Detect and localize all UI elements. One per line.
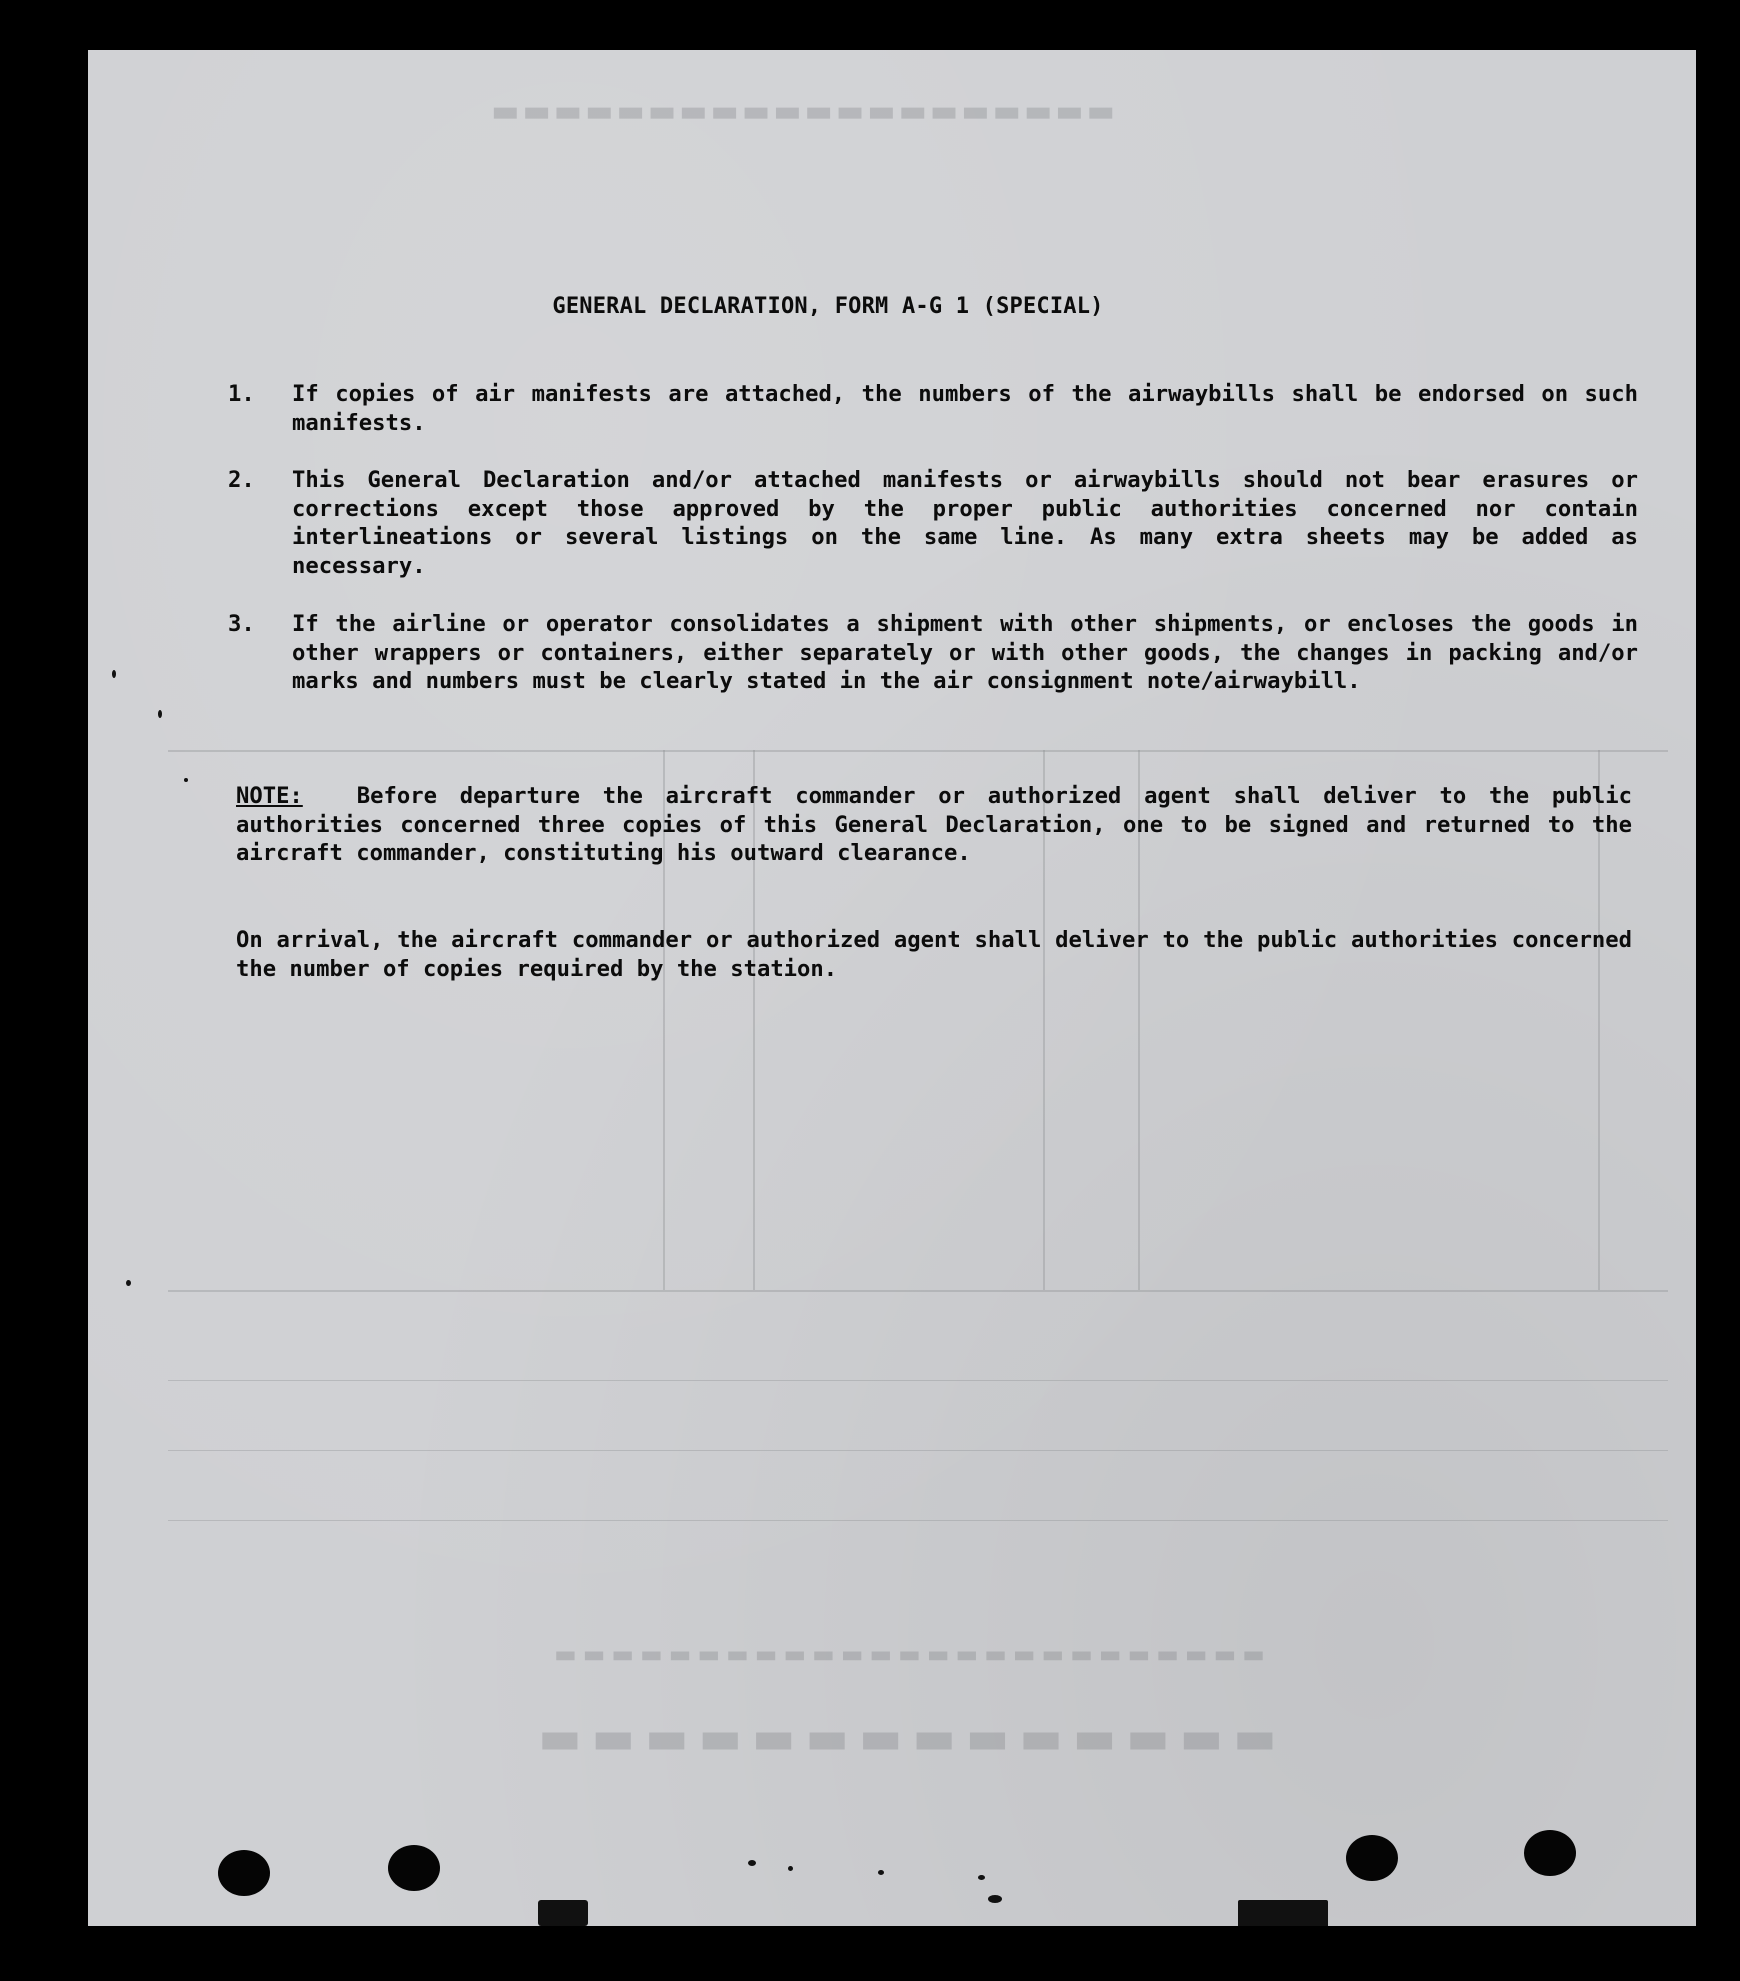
instruction-number: 3. [228,611,255,637]
instruction-item-1 [228,380,1638,437]
instruction-text: If the airline or operator consolidates a shipment with other shipments, or encloses the goods in other wrappers or containers, either separately or with other goods, the changes in packing and/or marks and numbers must be clearly stated in the air consignment note/airwaybill. [292,611,1638,694]
punch-hole [1346,1835,1398,1881]
punch-hole [1524,1830,1576,1876]
document-page [88,50,1696,1926]
arrival-paragraph [236,926,1632,983]
document-content [88,50,1696,1926]
note-text: Before departure the aircraft commander or authorized agent shall deliver to the public authorities concerned three copies of this General Declaration, one to be signed and returned to the aircraft commander, constituting his outward clearance. [236,783,1632,866]
torn-edge [538,1900,588,1926]
ink-speck [878,1870,884,1875]
ink-speck [112,670,116,678]
torn-edge [1238,1900,1328,1926]
note-paragraph [236,782,1632,868]
ink-speck [988,1895,1002,1903]
instruction-item-3 [228,610,1638,696]
ink-speck [158,710,162,718]
bleed-through-subtitle: ▬▬▬▬▬▬▬▬▬▬▬▬▬▬▬▬▬▬▬▬▬▬▬▬▬ [548,1640,1265,1668]
ink-speck [748,1860,756,1866]
instruction-text: If copies of air manifests are attached, the numbers of the airwaybills shall be endorsed on such manifests. [292,381,1638,436]
ink-speck [184,778,188,782]
note-label: NOTE: [236,783,303,809]
punch-hole [388,1845,440,1891]
page-title: GENERAL DECLARATION, FORM A-G 1 (SPECIAL) [552,294,1104,319]
instruction-number: 2. [228,467,255,493]
instruction-text: This General Declaration and/or attached manifests or airwaybills should not bear erasures or corrections except those approved by the proper public authorities concerned nor contain interlineations or several listings on the same line. As many extra sheets may be added as necessary. [292,467,1638,579]
bleed-through-title: ▬▬▬▬▬▬▬▬▬▬▬▬▬▬ [528,1710,1277,1764]
ink-speck [978,1875,985,1880]
punch-hole [218,1850,270,1896]
instruction-item-2 [228,466,1638,580]
instruction-number: 1. [228,381,255,407]
ink-speck [788,1866,793,1871]
ink-speck [126,1280,131,1286]
arrival-text: On arrival, the aircraft commander or authorized agent shall deliver to the public authorities concerned the number of copies required by the station. [236,927,1632,982]
bleed-through-heading: ▬▬▬▬▬▬▬▬▬▬▬▬▬▬▬▬▬▬▬▬ [488,94,1115,129]
